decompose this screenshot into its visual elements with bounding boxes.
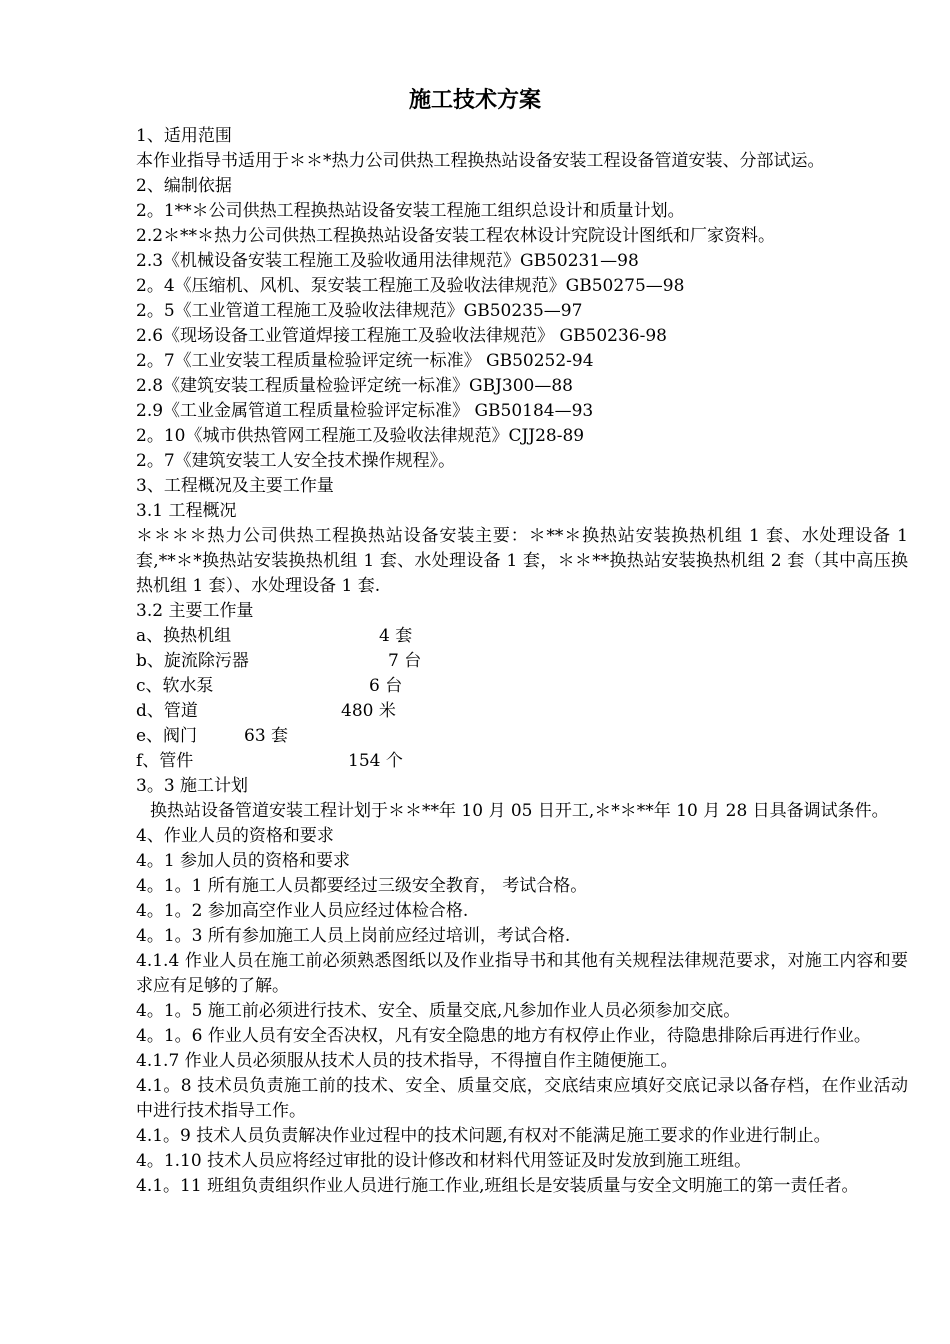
workload-qty: 480 米 — [341, 701, 396, 721]
basis-item: 2.8《建筑安装工程质量检验评定统一标准》GBJ300—88 — [136, 376, 574, 396]
basis-item: 2.2＊**＊热力公司供热工程换热站设备安装工程农林设计究院设计图纸和厂家资料。 — [136, 226, 776, 246]
workload-item: d、管道 — [136, 701, 198, 721]
personnel-item: 4。1。2 参加高空作业人员应经过体检合格. — [136, 901, 469, 921]
subsection-heading-personnel: 4。1 参加人员的资格和要求 — [136, 851, 351, 871]
document-title: 施工技术方案 — [408, 88, 541, 113]
workload-item: b、旋流除污器 — [136, 651, 249, 671]
personnel-item: 4.1。11 班组负责组织作业人员进行施工作业,班组长是安装质量与安全文明施工的第一责任者。 — [136, 1176, 859, 1196]
section-heading-basis: 2、编制依据 — [136, 176, 232, 196]
personnel-item: 4.1.4 作业人员在施工前必须熟悉图纸以及作业指导书和其他有关规程法律规范要求，对施工内容和要求应有足够的了解。 — [136, 951, 908, 996]
personnel-item: 4。1。6 作业人员有安全否决权，凡有安全隐患的地方有权停止作业，待隐患排除后再进行作业。 — [136, 1026, 871, 1046]
basis-item: 2。7《建筑安装工人安全技术操作规程》。 — [136, 451, 456, 471]
workload-qty: 63 套 — [244, 726, 289, 746]
basis-item: 2。4《压缩机、风机、泵安装工程施工及验收法律规范》GB50275—98 — [136, 276, 685, 296]
personnel-item: 4.1。8 技术员负责施工前的技术、安全、质量交底，交底结束应填好交底记录以备存档，在作业活动中进行技术指导工作。 — [136, 1076, 908, 1121]
workload-row — [136, 649, 908, 674]
section-heading-scope: 1、适用范围 — [136, 126, 232, 146]
document-body — [136, 124, 908, 1199]
subsection-heading-overview: 3.1 工程概况 — [136, 501, 237, 521]
section-heading-personnel: 4、作业人员的资格和要求 — [136, 826, 334, 846]
basis-item: 2。1**＊公司供热工程换热站设备安装工程施工组织总设计和质量计划。 — [136, 201, 685, 221]
personnel-item: 4。1。5 施工前必须进行技术、安全、质量交底,凡参加作业人员必须参加交底。 — [136, 1001, 741, 1021]
workload-qty: 6 台 — [369, 676, 403, 696]
scope-text: 本作业指导书适用于＊＊*热力公司供热工程换热站设备安装工程设备管道安装、分部试运。 — [136, 151, 825, 171]
personnel-item: 4。1。1 所有施工人员都要经过三级安全教育， 考试合格。 — [136, 876, 588, 896]
basis-item: 2.3《机械设备安装工程施工及验收通用法律规范》GB50231—98 — [136, 251, 639, 271]
workload-item: c、软水泵 — [136, 676, 214, 696]
workload-item: e、阀门 — [136, 726, 198, 746]
section-heading-overview: 3、工程概况及主要工作量 — [136, 476, 334, 496]
overview-paragraph: ＊＊＊＊热力公司供热工程换热站设备安装主要：＊**＊换热站安装换热机组 1 套、水处理设备 1 套,**＊*换热站安装换热机组 1 套、水处理设备 1 套，＊＊**换热站安装换热机组 2 套（其中高压换热机组 1 套）、水处理设备 1 套. — [136, 526, 908, 596]
workload-item: a、换热机组 — [136, 626, 232, 646]
workload-qty: 7 台 — [388, 651, 422, 671]
basis-item: 2。7《工业安装工程质量检验评定统一标准》 GB50252-94 — [136, 351, 594, 371]
workload-row — [136, 749, 908, 774]
personnel-item: 4.1.7 作业人员必须服从技术人员的技术指导，不得擅自作主随便施工。 — [136, 1051, 678, 1071]
subsection-heading-workload: 3.2 主要工作量 — [136, 601, 254, 621]
basis-item: 2。10《城市供热管网工程施工及验收法律规范》CJJ28-89 — [136, 426, 585, 446]
plan-paragraph: 换热站设备管道安装工程计划于＊＊**年 10 月 05 日开工,＊*＊**年 10 月 28 日具备调试条件。 — [150, 801, 889, 821]
basis-item: 2.6《现场设备工业管道焊接工程施工及验收法律规范》 GB50236-98 — [136, 326, 667, 346]
subsection-heading-plan: 3。3 施工计划 — [136, 776, 249, 796]
workload-qty: 154 个 — [348, 751, 403, 771]
workload-row — [136, 724, 908, 749]
basis-item: 2。5《工业管道工程施工及验收法律规范》GB50235—97 — [136, 301, 583, 321]
workload-row — [136, 699, 908, 724]
personnel-item: 4。1.10 技术人员应将经过审批的设计修改和材料代用签证及时发放到施工班组。 — [136, 1151, 752, 1171]
workload-item: f、管件 — [136, 751, 194, 771]
workload-row — [136, 624, 908, 649]
personnel-item: 4.1。9 技术人员负责解决作业过程中的技术问题,有权对不能满足施工要求的作业进行制止。 — [136, 1126, 831, 1146]
workload-qty: 4 套 — [379, 626, 413, 646]
workload-row — [136, 674, 908, 699]
basis-item: 2.9《工业金属管道工程质量检验评定标准》 GB50184—93 — [136, 401, 594, 421]
personnel-item: 4。1。3 所有参加施工人员上岗前应经过培训，考试合格. — [136, 926, 571, 946]
